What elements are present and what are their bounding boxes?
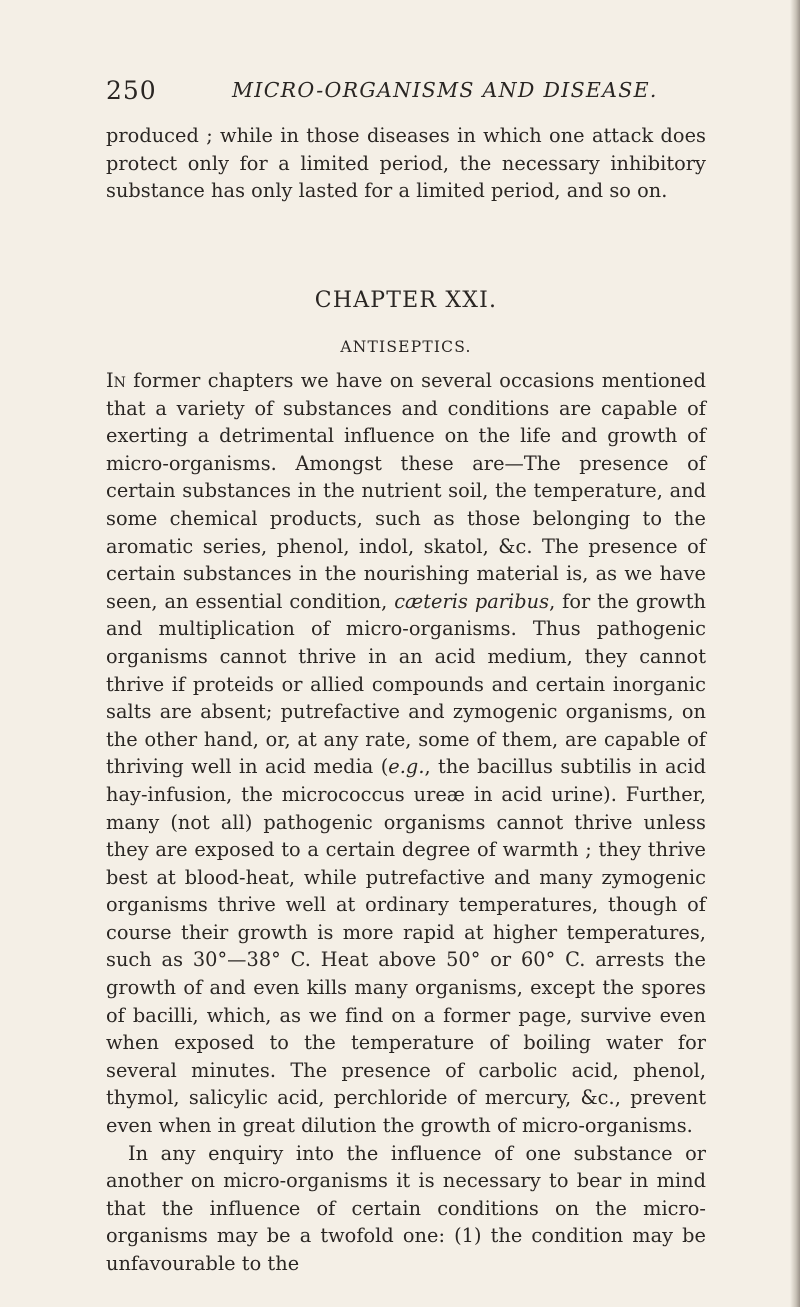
paragraph-1-italic-a: cæteris paribus — [394, 589, 550, 613]
paragraph-1-part-b: , for the growth and multiplication of micro-organisms. Thus pathogenic organisms cannot thrive in an acid medium, they cannot thrive if proteids or allied compounds and certain inorganic salts are absent; putrefactive and zymogenic organisms, on the other hand, or, at any rate, some of them, are capable of thriving well in acid media ( — [106, 589, 706, 779]
page-header — [106, 76, 706, 106]
paragraph-1-italic-b: e.g. — [388, 755, 425, 779]
running-title: MICRO-ORGANISMS AND DISEASE. — [232, 78, 658, 102]
chapter-title: CHAPTER XXI. — [314, 288, 498, 313]
chapter-subtitle: ANTISEPTICS. — [340, 338, 472, 356]
chapter-body — [106, 367, 706, 1278]
paragraph-1-part-c: , the bacillus subtilis in acid hay-infusion, the micrococcus ureæ in acid urine). Further, many (not all) pathogenic organisms cannot thrive unless they are exposed to a certain degree of warmth ; they thrive best at blood-heat, while putrefactive and many zymogenic organisms thrive well at ordinary temperatures, though of course their growth is more rapid at higher temperatures, such as 30°—38° C. Heat above 50° or 60° C. arrests the growth of and even kills many organisms, except the spores of bacilli, which, as we find on a former page, survive even when exposed to the temperature of boiling water for several minutes. The presence of carbolic acid, phenol, thymol, salicylic acid, perchloride of mercury, &c., prevent even when in great dilution the growth of micro-organisms. — [106, 755, 706, 1138]
opening-paragraph: produced ; while in those diseases in which one attack does protect only for a limited period, the necessary inhibitory substance has only lasted for a limited period, and so on. — [106, 124, 706, 203]
paragraph-2: In any enquiry into the influence of one substance or another on micro-organisms it is necessary to bear in mind that the influence of certain conditions on the micro-organisms may be a twofold one: (1) the condition may be unfavourable to the — [106, 1141, 706, 1275]
page-edge-shadow — [790, 0, 800, 1307]
paragraph-1-part-a: former chapters we have on several occasions mentioned that a variety of substances and conditions are capable of exerting a detrimental influence on the life and growth of micro-organisms. Amongst these are—The presence of certain substances in the nutrient soil, the temperature, and some chemical products, such as those belonging to the aromatic series, phenol, indol, skatol, &c. The presence of certain substances in the nourishing material is, as we have seen, an essential condition, — [106, 369, 706, 613]
paragraph-1-lead-in: In — [106, 369, 126, 392]
page-number: 250 — [106, 76, 157, 105]
paragraph-1 — [106, 367, 706, 1140]
opening-paragraph-block — [106, 122, 706, 205]
